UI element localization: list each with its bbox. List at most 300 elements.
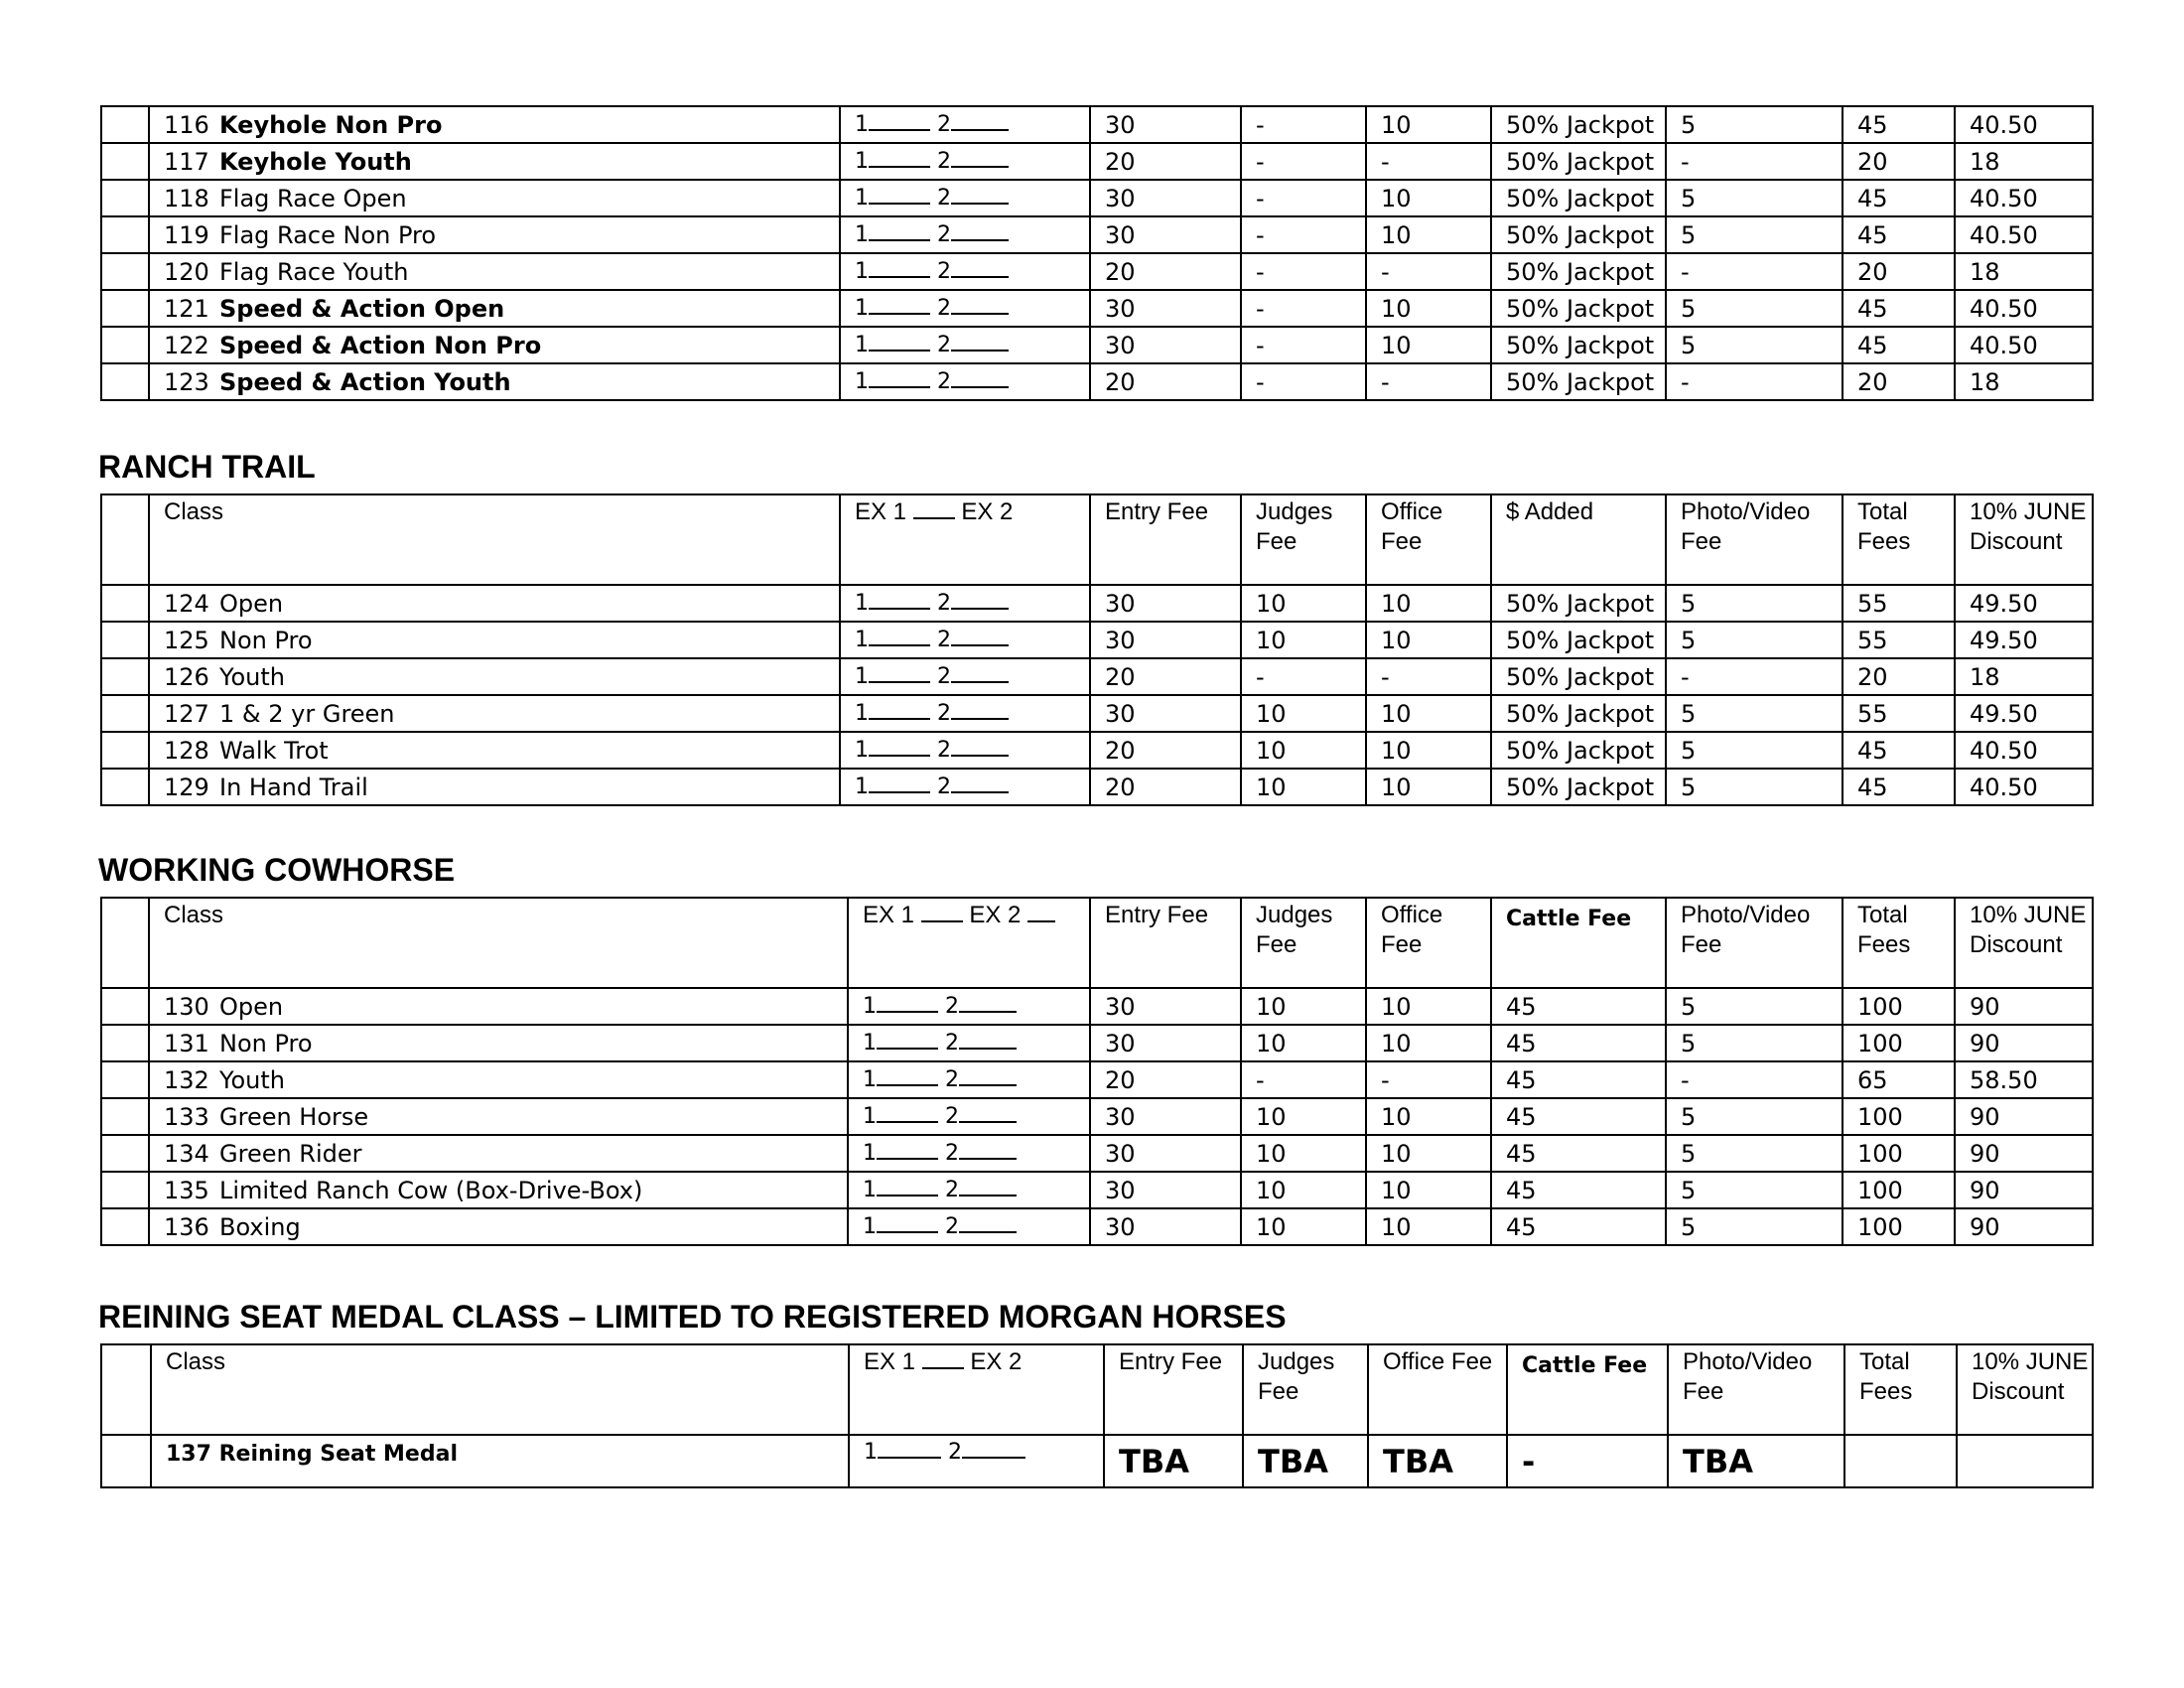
june-discount-cell: 40.50 bbox=[1955, 216, 2093, 253]
table-row bbox=[101, 1061, 2093, 1098]
photo-video-fee-cell: 5 bbox=[1666, 1135, 1843, 1172]
row-blank-cell bbox=[101, 1061, 149, 1098]
class-name bbox=[149, 695, 840, 732]
judges-fee-cell: 10 bbox=[1241, 695, 1366, 732]
june-discount-cell: 90 bbox=[1955, 1172, 2093, 1208]
june-discount-cell: 18 bbox=[1955, 363, 2093, 400]
table-row bbox=[101, 363, 2093, 400]
table-row bbox=[101, 658, 2093, 695]
class-number: 135 bbox=[164, 1176, 209, 1204]
working-cowhorse-title: WORKING COWHORSE bbox=[98, 852, 456, 888]
june-discount-cell: 40.50 bbox=[1955, 327, 2093, 363]
ex1-label: 1 bbox=[855, 222, 869, 247]
row-blank-cell bbox=[101, 327, 149, 363]
ex-entry-blanks[interactable] bbox=[840, 106, 1090, 143]
row-blank-cell bbox=[101, 658, 149, 695]
ranch-trail-title: RANCH TRAIL bbox=[98, 449, 316, 485]
ex1-label: 1 bbox=[855, 333, 869, 357]
ex-entry-blanks[interactable] bbox=[848, 1208, 1090, 1245]
photo-video-fee-cell: - bbox=[1666, 363, 1843, 400]
class-number: 117 bbox=[164, 147, 209, 176]
class-label: Walk Trot bbox=[219, 736, 329, 765]
table-row bbox=[101, 1135, 2093, 1172]
office-fee-cell: 10 bbox=[1366, 988, 1491, 1025]
photo-video-fee-cell: 5 bbox=[1666, 1172, 1843, 1208]
photo-video-fee-cell: 5 bbox=[1666, 290, 1843, 327]
entry-fee-cell: 20 bbox=[1090, 1061, 1241, 1098]
ex2-label: 2 bbox=[948, 1440, 962, 1465]
cattle-cell: 45 bbox=[1491, 988, 1666, 1025]
total-fees-cell: 45 bbox=[1843, 180, 1955, 216]
entry-fee-cell: 30 bbox=[1090, 1208, 1241, 1245]
ex2-label: 2 bbox=[937, 369, 951, 394]
june-discount-cell: 90 bbox=[1955, 1208, 2093, 1245]
total-fees-cell: 45 bbox=[1843, 769, 1955, 805]
entry-fee-cell: 30 bbox=[1090, 106, 1241, 143]
class-label: Flag Race Non Pro bbox=[219, 220, 437, 249]
row-blank-cell bbox=[101, 1025, 149, 1061]
header-office-fee: Office Fee bbox=[1366, 898, 1491, 988]
header-class: Class bbox=[149, 494, 840, 585]
ex2-label: 2 bbox=[937, 186, 951, 211]
ex-entry-blanks[interactable] bbox=[840, 290, 1090, 327]
header-ex1: EX 1 bbox=[864, 1348, 916, 1375]
total-fees-cell: 45 bbox=[1843, 290, 1955, 327]
class-number: 129 bbox=[164, 773, 209, 801]
entry-fee-cell: 30 bbox=[1090, 1025, 1241, 1061]
ex-entry-blanks[interactable] bbox=[840, 143, 1090, 180]
ex1-label: 1 bbox=[855, 259, 869, 284]
table-row bbox=[101, 253, 2093, 290]
added-cell: 50% Jackpot bbox=[1491, 695, 1666, 732]
ex1-label: 1 bbox=[864, 1440, 878, 1465]
june-discount-cell: 40.50 bbox=[1955, 732, 2093, 769]
ex1-label: 1 bbox=[863, 1104, 877, 1129]
photo-video-fee-cell: 5 bbox=[1666, 1025, 1843, 1061]
class-label: Open bbox=[219, 589, 284, 618]
class-name: 137 Reining Seat Medal bbox=[151, 1435, 849, 1487]
office-fee-cell: 10 bbox=[1366, 695, 1491, 732]
ex1-label: 1 bbox=[855, 628, 869, 652]
ex-entry-blanks[interactable] bbox=[840, 769, 1090, 805]
class-number: 121 bbox=[164, 294, 209, 323]
judges-fee-cell: 10 bbox=[1241, 988, 1366, 1025]
ex-entry-blanks[interactable] bbox=[848, 1135, 1090, 1172]
ex2-label: 2 bbox=[937, 112, 951, 137]
june-discount-cell: 49.50 bbox=[1955, 622, 2093, 658]
judges-fee-cell: 10 bbox=[1241, 1208, 1366, 1245]
photo-video-fee-cell: 5 bbox=[1666, 1208, 1843, 1245]
header-entry-fee: Entry Fee bbox=[1090, 898, 1241, 988]
table-row bbox=[101, 143, 2093, 180]
ex2-label: 2 bbox=[945, 1031, 959, 1055]
photo-video-fee-cell: 5 bbox=[1666, 327, 1843, 363]
office-fee-cell: - bbox=[1366, 253, 1491, 290]
class-number: 133 bbox=[164, 1102, 209, 1131]
class-name bbox=[149, 622, 840, 658]
judges-fee-cell: - bbox=[1241, 1061, 1366, 1098]
header-photo-video-fee: Photo/Video Fee bbox=[1668, 1344, 1844, 1435]
cattle-cell: 45 bbox=[1491, 1135, 1666, 1172]
row-blank-cell bbox=[101, 769, 149, 805]
cattle-cell: 45 bbox=[1491, 1061, 1666, 1098]
table-row bbox=[101, 769, 2093, 805]
class-number: 127 bbox=[164, 699, 209, 728]
working-cowhorse-table-block bbox=[100, 897, 2094, 1246]
total-fees-cell: 55 bbox=[1843, 585, 1955, 622]
june-discount-cell: 90 bbox=[1955, 988, 2093, 1025]
total-fees-cell: 100 bbox=[1843, 1208, 1955, 1245]
office-fee-cell: 10 bbox=[1366, 622, 1491, 658]
row-blank-cell bbox=[101, 106, 149, 143]
total-fees-cell: 55 bbox=[1843, 695, 1955, 732]
class-label: Boxing bbox=[219, 1212, 301, 1241]
ex2-label: 2 bbox=[937, 333, 951, 357]
office-fee-cell: 10 bbox=[1366, 106, 1491, 143]
header-june-discount: 10% JUNE Discount bbox=[1955, 898, 2093, 988]
photo-video-fee-cell: - bbox=[1666, 253, 1843, 290]
ex-entry-blanks[interactable] bbox=[848, 988, 1090, 1025]
entry-fee-cell: 20 bbox=[1090, 143, 1241, 180]
header-judges-fee: Judges Fee bbox=[1241, 898, 1366, 988]
ex-entry-blanks[interactable] bbox=[848, 1172, 1090, 1208]
ex1-label: 1 bbox=[863, 1031, 877, 1055]
added-cell: 50% Jackpot bbox=[1491, 658, 1666, 695]
header-judges-fee: Judges Fee bbox=[1241, 494, 1366, 585]
class-number: 126 bbox=[164, 662, 209, 691]
row-blank-cell bbox=[101, 216, 149, 253]
office-fee-cell: 10 bbox=[1366, 769, 1491, 805]
ex1-label: 1 bbox=[855, 701, 869, 726]
judges-fee-cell: 10 bbox=[1241, 732, 1366, 769]
office-fee-cell: 10 bbox=[1366, 180, 1491, 216]
office-fee-cell: 10 bbox=[1366, 1208, 1491, 1245]
class-label: Youth bbox=[219, 662, 285, 691]
ex2-label: 2 bbox=[945, 1214, 959, 1239]
class-name bbox=[149, 1098, 848, 1135]
table-row bbox=[101, 216, 2093, 253]
header-total-fees: Total Fees bbox=[1843, 898, 1955, 988]
photo-video-fee-cell: - bbox=[1666, 1061, 1843, 1098]
header-ex bbox=[849, 1344, 1104, 1435]
header-ex1: EX 1 bbox=[863, 902, 915, 928]
ex2-label: 2 bbox=[945, 1141, 959, 1166]
office-fee-cell: 10 bbox=[1366, 216, 1491, 253]
ex-entry-blanks[interactable] bbox=[840, 585, 1090, 622]
photo-video-fee-cell: 5 bbox=[1666, 180, 1843, 216]
row-blank-cell bbox=[101, 253, 149, 290]
photo-video-fee-cell: 5 bbox=[1666, 988, 1843, 1025]
table-row bbox=[101, 180, 2093, 216]
entry-fee-cell: 30 bbox=[1090, 988, 1241, 1025]
class-number: 130 bbox=[164, 992, 209, 1021]
cattle-fee-cell: - bbox=[1507, 1435, 1668, 1487]
class-number: 128 bbox=[164, 736, 209, 765]
ex2-label: 2 bbox=[945, 1104, 959, 1129]
entry-fee-cell: 20 bbox=[1090, 253, 1241, 290]
header-office-fee: Office Fee bbox=[1366, 494, 1491, 585]
header-june-discount: 10% JUNE Discount bbox=[1957, 1344, 2093, 1435]
ex1-label: 1 bbox=[855, 296, 869, 321]
entry-fee-cell: 30 bbox=[1090, 1098, 1241, 1135]
added-cell: 50% Jackpot bbox=[1491, 106, 1666, 143]
working-cowhorse-table bbox=[100, 897, 2094, 1246]
row-blank-cell bbox=[101, 290, 149, 327]
total-fees-cell: 20 bbox=[1843, 363, 1955, 400]
class-name bbox=[149, 1208, 848, 1245]
ex2-label: 2 bbox=[937, 259, 951, 284]
cattle-cell: 45 bbox=[1491, 1025, 1666, 1061]
ex2-label: 2 bbox=[937, 774, 951, 799]
header-ex2: EX 2 bbox=[970, 1348, 1023, 1375]
ex-entry-blanks[interactable] bbox=[840, 327, 1090, 363]
header-blank-cell bbox=[101, 898, 149, 988]
row-blank-cell bbox=[101, 1435, 151, 1487]
photo-video-fee-cell: 5 bbox=[1666, 585, 1843, 622]
june-discount-cell: 58.50 bbox=[1955, 1061, 2093, 1098]
class-number: 132 bbox=[164, 1065, 209, 1094]
office-fee-cell: 10 bbox=[1366, 327, 1491, 363]
photo-video-fee-cell: 5 bbox=[1666, 216, 1843, 253]
total-fees-cell: 45 bbox=[1843, 106, 1955, 143]
judges-fee-cell: 10 bbox=[1241, 1098, 1366, 1135]
class-name bbox=[149, 290, 840, 327]
office-fee-cell: 10 bbox=[1366, 732, 1491, 769]
row-blank-cell bbox=[101, 732, 149, 769]
header-total-fees: Total Fees bbox=[1844, 1344, 1957, 1435]
class-name bbox=[149, 363, 840, 400]
ex1-label: 1 bbox=[855, 591, 869, 616]
header-photo-video-fee: Photo/Video Fee bbox=[1666, 898, 1843, 988]
ex2-label: 2 bbox=[937, 591, 951, 616]
header-judges-fee: Judges Fee bbox=[1243, 1344, 1368, 1435]
header-blank-cell bbox=[101, 1344, 151, 1435]
june-discount-cell: 40.50 bbox=[1955, 769, 2093, 805]
total-fees-cell: 20 bbox=[1843, 253, 1955, 290]
added-cell: 50% Jackpot bbox=[1491, 327, 1666, 363]
office-fee-cell: - bbox=[1366, 658, 1491, 695]
ex1-label: 1 bbox=[855, 664, 869, 689]
entry-fee-cell: 30 bbox=[1090, 585, 1241, 622]
ex-entry-blanks[interactable] bbox=[840, 253, 1090, 290]
entry-fee-cell: 30 bbox=[1090, 1135, 1241, 1172]
total-fees-cell bbox=[1844, 1435, 1957, 1487]
row-blank-cell bbox=[101, 622, 149, 658]
working-cowhorse-header-row bbox=[101, 898, 2093, 988]
ranch-trail-table bbox=[100, 493, 2094, 806]
june-discount-cell: 90 bbox=[1955, 1135, 2093, 1172]
office-fee-cell: 10 bbox=[1366, 1025, 1491, 1061]
added-cell: 50% Jackpot bbox=[1491, 253, 1666, 290]
class-name bbox=[149, 1025, 848, 1061]
june-discount-cell: 18 bbox=[1955, 143, 2093, 180]
total-fees-cell: 45 bbox=[1843, 732, 1955, 769]
entry-fee-cell: 30 bbox=[1090, 290, 1241, 327]
ex2-label: 2 bbox=[937, 738, 951, 763]
judges-fee-cell: - bbox=[1241, 180, 1366, 216]
ex1-label: 1 bbox=[863, 1067, 877, 1092]
cattle-cell: 45 bbox=[1491, 1098, 1666, 1135]
judges-fee-cell: 10 bbox=[1241, 1172, 1366, 1208]
ex-entry-blanks[interactable] bbox=[840, 732, 1090, 769]
entry-fee-cell: 30 bbox=[1090, 180, 1241, 216]
judges-fee-cell: - bbox=[1241, 658, 1366, 695]
header-cattle-fee: Cattle Fee bbox=[1491, 898, 1666, 988]
class-name bbox=[149, 143, 840, 180]
added-cell: 50% Jackpot bbox=[1491, 622, 1666, 658]
ex-entry-blanks[interactable] bbox=[848, 1025, 1090, 1061]
june-discount-cell: 40.50 bbox=[1955, 290, 2093, 327]
header-total-fees: Total Fees bbox=[1843, 494, 1955, 585]
ex2-label: 2 bbox=[945, 1178, 959, 1202]
total-fees-cell: 100 bbox=[1843, 1135, 1955, 1172]
total-fees-cell: 100 bbox=[1843, 1025, 1955, 1061]
judges-fee-cell: - bbox=[1241, 143, 1366, 180]
june-discount-cell: 40.50 bbox=[1955, 106, 2093, 143]
photo-video-fee-cell: 5 bbox=[1666, 769, 1843, 805]
ex1-label: 1 bbox=[863, 994, 877, 1019]
ex2-label: 2 bbox=[937, 222, 951, 247]
total-fees-cell: 20 bbox=[1843, 658, 1955, 695]
office-fee-cell: - bbox=[1366, 1061, 1491, 1098]
entry-fee-cell: 30 bbox=[1090, 327, 1241, 363]
table-row bbox=[101, 695, 2093, 732]
class-label: Flag Race Youth bbox=[219, 257, 409, 286]
ex-entry-blanks[interactable] bbox=[848, 1061, 1090, 1098]
entry-fee-cell: 30 bbox=[1090, 216, 1241, 253]
class-label: Youth bbox=[219, 1065, 285, 1094]
header-june-discount: 10% JUNE Discount bbox=[1955, 494, 2093, 585]
table-row bbox=[101, 106, 2093, 143]
table-row bbox=[101, 1208, 2093, 1245]
added-cell: 50% Jackpot bbox=[1491, 732, 1666, 769]
ex-entry-blanks[interactable] bbox=[849, 1435, 1104, 1487]
entry-fee-cell: 30 bbox=[1090, 695, 1241, 732]
class-label: Limited Ranch Cow (Box-Drive-Box) bbox=[219, 1176, 643, 1204]
class-name bbox=[149, 585, 840, 622]
class-label: Speed & Action Open bbox=[219, 294, 505, 323]
header-entry-fee: Entry Fee bbox=[1104, 1344, 1243, 1435]
total-fees-cell: 65 bbox=[1843, 1061, 1955, 1098]
table-row bbox=[101, 732, 2093, 769]
class-label: 1 & 2 yr Green bbox=[219, 699, 395, 728]
photo-video-fee-cell: - bbox=[1666, 658, 1843, 695]
reining-seat-title: REINING SEAT MEDAL CLASS – LIMITED TO REGISTERED MORGAN HORSES bbox=[98, 1299, 1287, 1335]
ex-entry-blanks[interactable] bbox=[848, 1098, 1090, 1135]
reining-seat-table-block bbox=[100, 1343, 2094, 1488]
header-class: Class bbox=[151, 1344, 849, 1435]
added-cell: 50% Jackpot bbox=[1491, 290, 1666, 327]
class-number: 125 bbox=[164, 626, 209, 654]
added-cell: 50% Jackpot bbox=[1491, 585, 1666, 622]
office-fee-cell: - bbox=[1366, 363, 1491, 400]
table-row bbox=[101, 1172, 2093, 1208]
total-fees-cell: 100 bbox=[1843, 1098, 1955, 1135]
row-blank-cell bbox=[101, 988, 149, 1025]
header-office-fee: Office Fee bbox=[1368, 1344, 1507, 1435]
office-fee-cell: 10 bbox=[1366, 290, 1491, 327]
class-name bbox=[149, 732, 840, 769]
class-label: Keyhole Non Pro bbox=[219, 110, 443, 139]
ex1-label: 1 bbox=[855, 738, 869, 763]
class-number: 123 bbox=[164, 367, 209, 396]
row-blank-cell bbox=[101, 143, 149, 180]
ex1-label: 1 bbox=[855, 774, 869, 799]
header-ex2: EX 2 bbox=[969, 902, 1022, 928]
ex2-label: 2 bbox=[937, 149, 951, 174]
class-label: Flag Race Open bbox=[219, 184, 407, 212]
class-label: Speed & Action Non Pro bbox=[219, 331, 542, 359]
ex-entry-blanks[interactable] bbox=[840, 695, 1090, 732]
table-row bbox=[101, 290, 2093, 327]
class-name bbox=[149, 327, 840, 363]
class-number: 131 bbox=[164, 1029, 209, 1057]
row-blank-cell bbox=[101, 1172, 149, 1208]
ex-entry-blanks[interactable] bbox=[840, 622, 1090, 658]
class-label: Green Rider bbox=[219, 1139, 362, 1168]
june-discount-cell: 18 bbox=[1955, 253, 2093, 290]
header-ex1: EX 1 bbox=[855, 498, 907, 525]
class-name bbox=[149, 1061, 848, 1098]
ex-entry-blanks[interactable] bbox=[840, 363, 1090, 400]
ex2-label: 2 bbox=[937, 664, 951, 689]
class-name bbox=[149, 769, 840, 805]
photo-video-fee-cell: 5 bbox=[1666, 622, 1843, 658]
class-name bbox=[149, 1135, 848, 1172]
header-blank-cell bbox=[101, 494, 149, 585]
ex-entry-blanks[interactable] bbox=[840, 180, 1090, 216]
class-name bbox=[149, 216, 840, 253]
june-discount-cell: 49.50 bbox=[1955, 585, 2093, 622]
class-label: Open bbox=[219, 992, 284, 1021]
class-label: Non Pro bbox=[219, 626, 313, 654]
june-discount-cell: 90 bbox=[1955, 1025, 2093, 1061]
entry-fee-cell: TBA bbox=[1104, 1435, 1243, 1487]
judges-fee-cell: - bbox=[1241, 106, 1366, 143]
ex1-label: 1 bbox=[863, 1214, 877, 1239]
total-fees-cell: 100 bbox=[1843, 988, 1955, 1025]
cattle-cell: 45 bbox=[1491, 1208, 1666, 1245]
judges-fee-cell: 10 bbox=[1241, 585, 1366, 622]
ex2-label: 2 bbox=[937, 701, 951, 726]
ex-entry-blanks[interactable] bbox=[840, 658, 1090, 695]
speed-events-table-block bbox=[100, 105, 2094, 401]
table-row bbox=[101, 327, 2093, 363]
row-blank-cell bbox=[101, 585, 149, 622]
added-cell: 50% Jackpot bbox=[1491, 143, 1666, 180]
class-number: 118 bbox=[164, 184, 209, 212]
judges-fee-cell: 10 bbox=[1241, 769, 1366, 805]
ex1-label: 1 bbox=[855, 369, 869, 394]
ex2-label: 2 bbox=[937, 296, 951, 321]
added-cell: 50% Jackpot bbox=[1491, 216, 1666, 253]
office-fee-cell: - bbox=[1366, 143, 1491, 180]
ex-entry-blanks[interactable] bbox=[840, 216, 1090, 253]
entry-fee-cell: 20 bbox=[1090, 732, 1241, 769]
cattle-cell: 45 bbox=[1491, 1172, 1666, 1208]
photo-video-fee-cell: 5 bbox=[1666, 106, 1843, 143]
row-blank-cell bbox=[101, 1098, 149, 1135]
class-name bbox=[149, 1172, 848, 1208]
row-blank-cell bbox=[101, 1208, 149, 1245]
office-fee-cell: TBA bbox=[1368, 1435, 1507, 1487]
total-fees-cell: 100 bbox=[1843, 1172, 1955, 1208]
judges-fee-cell: - bbox=[1241, 327, 1366, 363]
header-ex2: EX 2 bbox=[961, 498, 1014, 525]
header-class: Class bbox=[149, 898, 848, 988]
june-discount-cell: 49.50 bbox=[1955, 695, 2093, 732]
added-cell: 50% Jackpot bbox=[1491, 769, 1666, 805]
